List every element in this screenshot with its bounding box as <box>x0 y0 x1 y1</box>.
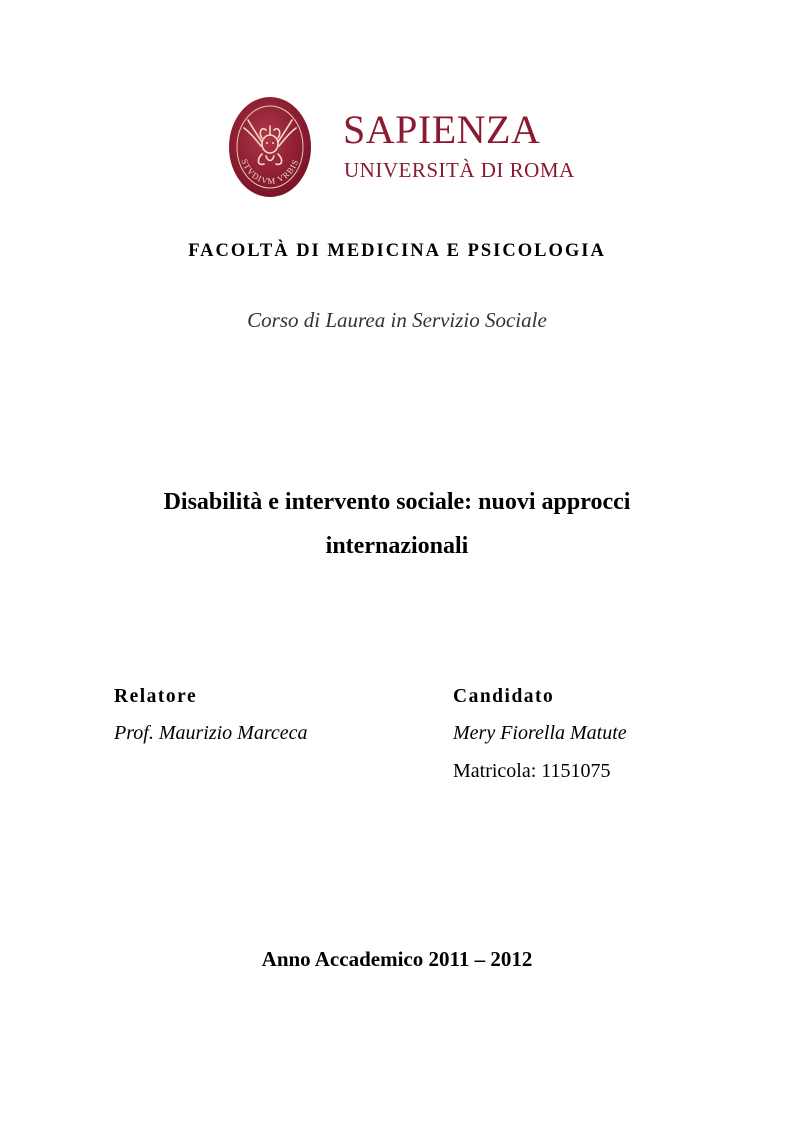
faculty-heading: FACOLTÀ DI MEDICINA E PSICOLOGIA <box>188 241 606 261</box>
course-name: Corso di Laurea in Servizio Sociale <box>247 308 547 332</box>
thesis-title-line-2: internazionali <box>325 533 469 559</box>
candidate-label: Candidato <box>453 686 555 707</box>
university-logo <box>228 96 575 200</box>
seal-text: STVDIVM VRBIS <box>239 157 301 187</box>
advisor-label: Relatore <box>114 686 198 707</box>
candidate-matricola: Matricola: 1151075 <box>453 760 611 782</box>
thesis-title <box>100 480 694 568</box>
academic-year: Anno Accademico 2011 – 2012 <box>261 947 533 971</box>
thesis-title-line-1: Disabilità e intervento sociale: nuovi approcci <box>163 489 631 515</box>
candidate-name: Mery Fiorella Matute <box>453 722 627 744</box>
advisor-name: Prof. Maurizio Marceca <box>114 722 308 744</box>
logo-wordmark: SAPIENZA <box>343 107 541 152</box>
sapienza-seal-icon <box>228 96 312 198</box>
logo-subtitle: UNIVERSITÀ DI ROMA <box>344 158 575 182</box>
